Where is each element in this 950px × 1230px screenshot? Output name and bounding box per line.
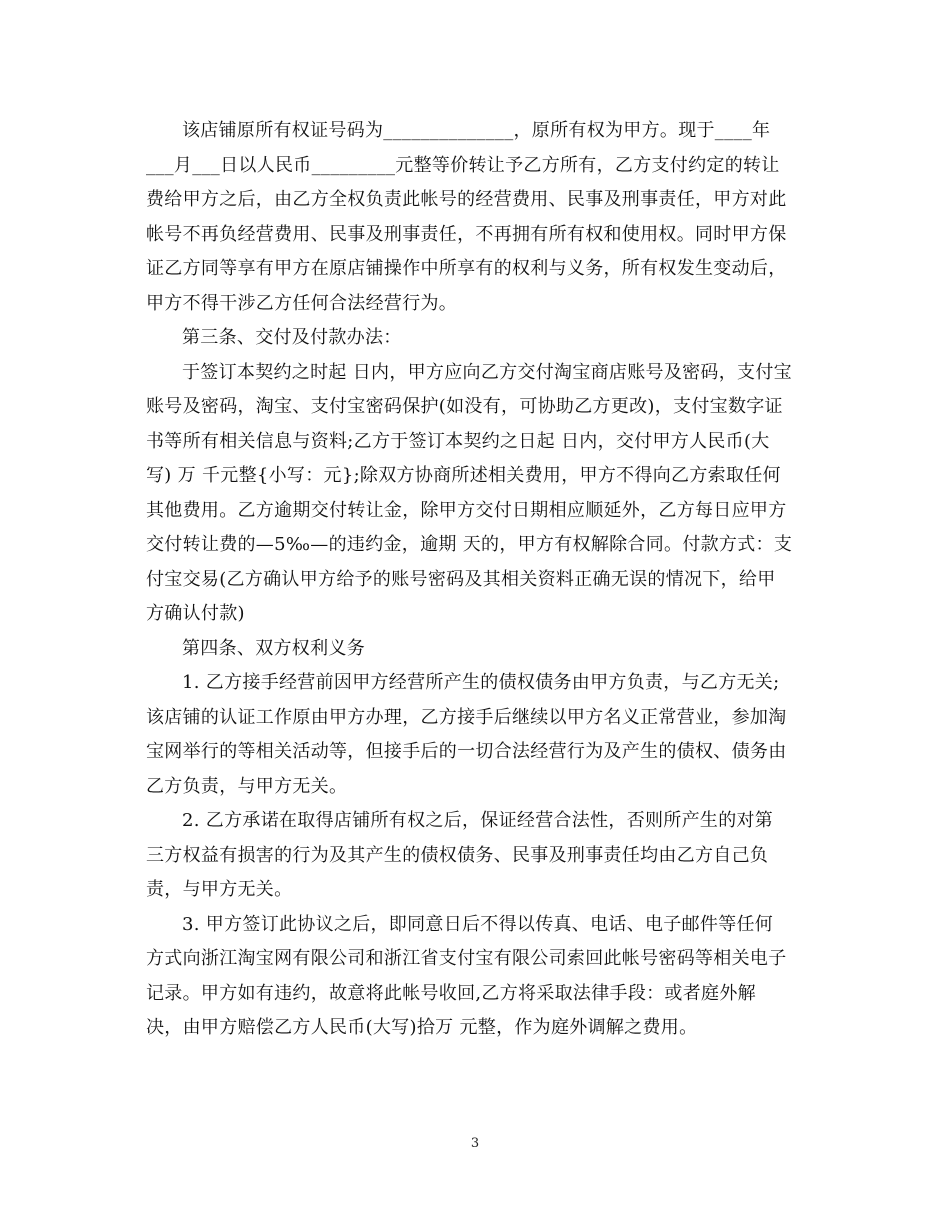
text-line: 决，由甲方赔偿乙方人民币(大写)拾万 元整，作为庭外调解之费用。 (146, 1017, 698, 1038)
text-line: 账号及密码，淘宝、支付宝密码保护(如没有，可协助乙方更改)，支付宝数字证 (146, 396, 783, 417)
text-line: 帐号不再负经营费用、民事及刑事责任，不再拥有所有权和使用权。同时甲方保 (146, 223, 787, 245)
paragraph-clause-2 (146, 804, 806, 908)
text-line: 付宝交易(乙方确认甲方给予的账号密码及其相关资料正确无误的情况下，给甲 (146, 568, 776, 590)
paragraph-delivery-payment (146, 356, 806, 632)
text-line: 交付转让费的—5‰—的违约金，逾期 天的，甲方有权解除合同。付款方式：支 (146, 534, 793, 555)
heading-text: 第三条、交付及付款办法： (182, 327, 402, 348)
text-line: 1. 乙方接手经营前因甲方经营所产生的债权债务由甲方负责，与乙方无关; (182, 672, 780, 693)
paragraph-transfer-terms (146, 114, 806, 321)
text-line: 证乙方同等享有甲方在原店铺操作中所享有的权利与义务，所有权发生变动后， (146, 258, 787, 279)
text-line: 该店铺原所有权证号码为______________，原所有权为甲方。现于____年 (182, 120, 771, 141)
paragraph-clause-1 (146, 666, 806, 804)
paragraph-clause-3 (146, 908, 806, 1046)
text-line: 乙方负责，与甲方无关。 (146, 775, 348, 797)
text-line: 方确认付款) (146, 603, 245, 624)
text-line: 三方权益有损害的行为及其产生的债权债务、民事及刑事责任均由乙方自己负 (146, 844, 769, 866)
text-line: 2. 乙方承诺在取得店铺所有权之后，保证经营合法性，否则所产生的对第 (182, 810, 774, 831)
text-line: 甲方不得干涉乙方任何合法经营行为。 (146, 292, 458, 314)
text-line: 宝网举行的等相关活动等，但接手后的一切合法经营行为及产生的债权、债务由 (146, 741, 787, 762)
text-line: 3. 甲方签订此协议之后，即同意日后不得以传真、电话、电子邮件等任何 (182, 913, 774, 935)
text-line: 该店铺的认证工作原由甲方办理，乙方接手后继续以甲方名义正常营业，参加淘 (146, 706, 787, 728)
text-line: 费给甲方之后，由乙方全权负责此帐号的经营费用、民事及刑事责任，甲方对此 (146, 189, 787, 210)
text-line: 写) 万 千元整{小写：元};除双方协商所述相关费用，甲方不得向乙方索取任何 (146, 465, 781, 486)
text-line: 方式向浙江淘宝网有限公司和浙江省支付宝有限公司索回此帐号密码等相关电子 (146, 948, 787, 969)
text-line: 其他费用。乙方逾期交付转让金，除甲方交付日期相应顺延外，乙方每日应甲方 (146, 499, 787, 521)
text-line: 责，与甲方无关。 (146, 879, 293, 900)
text-line: 于签订本契约之时起 日内，甲方应向乙方交付淘宝商店账号及密码，支付宝 (182, 361, 792, 383)
text-line: 记录。甲方如有违约，故意将此帐号收回,乙方将采取法律手段：或者庭外解 (146, 982, 756, 1004)
page-number: 3 (470, 1136, 480, 1151)
text-line: ___月___日以人民币_________元整等价转让予乙方所有，乙方支付约定的转让 (146, 154, 780, 176)
document-body (146, 114, 806, 1046)
section-heading-article-4 (146, 632, 806, 667)
heading-text: 第四条、双方权利义务 (182, 637, 365, 659)
text-line: 书等所有相关信息与资料;乙方于签订本契约之日起 日内，交付甲方人民币(大 (146, 430, 770, 452)
section-heading-article-3 (146, 321, 806, 356)
